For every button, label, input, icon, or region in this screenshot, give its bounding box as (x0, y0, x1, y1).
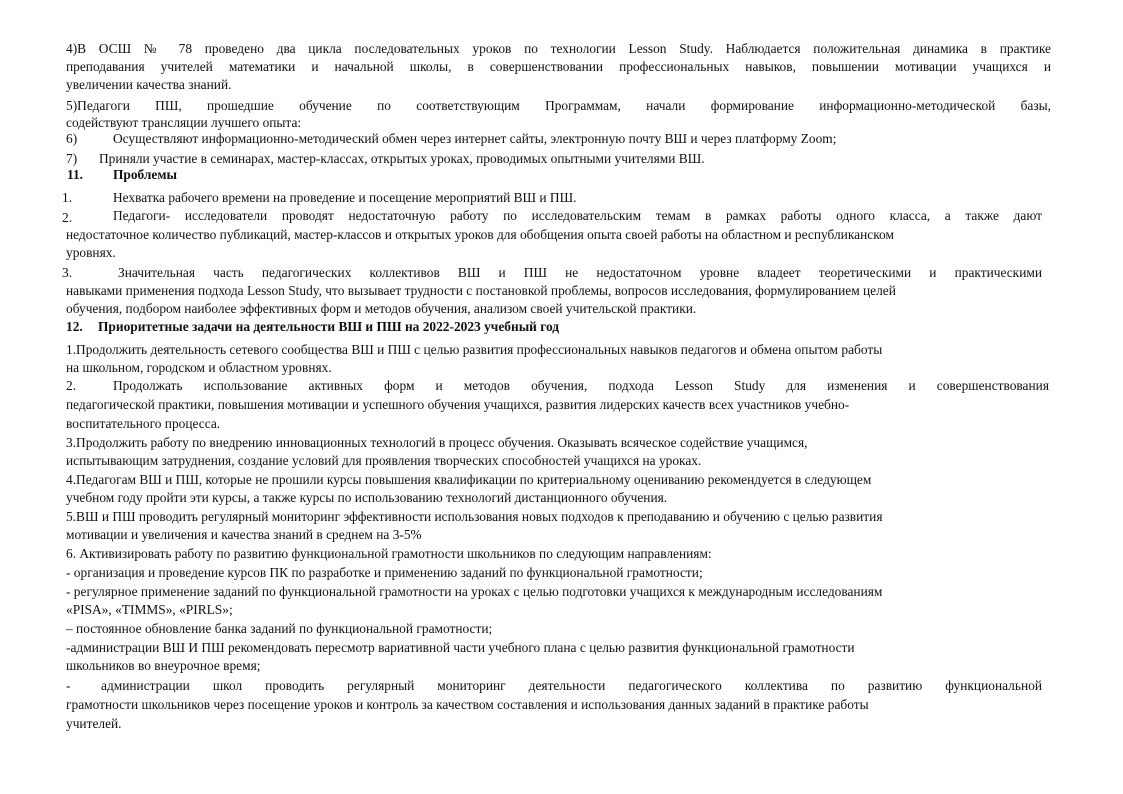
bullet-5-dash: - (66, 678, 71, 693)
list-number-6: 6) (66, 131, 78, 146)
task-3-line1: 3.Продолжить работу по внедрению инновационных технологий в процесс обучения. Оказывать всяческое содействие учащимся, (66, 435, 808, 450)
paragraph-item4-line3: увеличении качества знаний. (66, 77, 232, 92)
problem-2-line3: уровнях. (66, 245, 116, 260)
paragraph-item5-line1: 5)Педагоги ПШ, прошедшие обучение по соответствующим Программам, начали формирование информационно-методической базы, (66, 98, 1051, 113)
task-1-line1: 1.Продолжить деятельность сетевого сообщества ВШ и ПШ с целью развития профессиональных навыков педагогов и обмена опытом работы (66, 342, 883, 357)
bullet-4-line2: школьников во внеурочное время; (66, 658, 261, 673)
problem-2-line2: недостаточное количество публикаций, мастер-классов и открытых уроков для обобщения опыта своей работы на областном и республиканском (66, 227, 894, 242)
task-2-line3: воспитательного процесса. (66, 416, 221, 431)
task-1-line2: на школьном, городском и областном уровнях. (66, 360, 332, 375)
task-5-line2: мотивации и увеличения и качества знаний в среднем на 3-5% (66, 527, 422, 542)
paragraph-item5-line2: содействуют трансляции лучшего опыта: (66, 115, 302, 130)
problem-number-3: 3. (62, 265, 73, 280)
list-item-7: Приняли участие в семинарах, мастер-классах, открытых уроках, проводимых опытными учителями ВШ. (99, 151, 705, 166)
paragraph-item4-line2: преподавания учителей математики и начальной школы, в совершенствовании профессиональных навыков, повышении мотивации учащихся и (66, 59, 1051, 74)
task-4-line1: 4.Педагогам ВШ и ПШ, которые не прошили курсы повышения квалификации по критериальному оцениванию рекомендуется в следующем (66, 472, 872, 487)
paragraph-item4-line1: 4)В ОСШ № 78 проведено два цикла последовательных уроков по технологии Lesson Study. Наблюдается положительная динамика в практике (66, 41, 1051, 56)
list-number-7: 7) (66, 151, 78, 166)
task-5-line1: 5.ВШ и ПШ проводить регулярный мониторинг эффективности использования новых подходов к преподаванию и обучению с целью развития (66, 509, 883, 524)
bullet-5-line3: учителей. (66, 716, 122, 731)
bullet-2-line2: «PISA», «TIMMS», «PIRLS»; (66, 602, 233, 617)
problem-1-line1: Нехватка рабочего времени на проведение и посещение мероприятий ВШ и ПШ. (113, 190, 577, 205)
bullet-5-line2: грамотности школьников через посещение уроков и контроль за качеством составления и использования данных заданий в практике работы (66, 697, 869, 712)
task-6-line1: 6. Активизировать работу по развитию функциональной грамотности школьников по следующим направлениям: (66, 546, 712, 561)
bullet-2-line1: - регулярное применение заданий по функциональной грамотности на уроках с целью подготовки учащихся к международным исследованиям (66, 584, 883, 599)
section-11-number: 11. (67, 167, 83, 182)
problem-3-line2: навыками применения подхода Lesson Study, что вызывает трудности с постановкой проблемы, вопросов исследования, формулированием целей (66, 283, 896, 298)
task-2-line1: Продолжать использование активных форм и методов обучения, подхода Lesson Study для изменения и совершенствования (113, 378, 1049, 393)
bullet-5-line1: администрации школ проводить регулярный мониторинг деятельности педагогического коллектива по развитию функциональной (101, 678, 1042, 693)
problem-3-line3: обучения, подбором наиболее эффективных форм и методов обучения, анализом своей учительской практики. (66, 301, 697, 316)
section-12-number: 12. (66, 319, 83, 334)
task-4-line2: учебном году пройти эти курсы, а также курсы по использованию технологий дистанционного обучения. (66, 490, 668, 505)
problem-number-2: 2. (62, 210, 73, 225)
task-3-line2: испытывающим затруднения, создание условий для проявления творческих способностей учащихся на уроках. (66, 453, 702, 468)
section-11-title: Проблемы (113, 167, 177, 182)
task-number-2: 2. (66, 378, 77, 393)
list-item-6: Осуществляют информационно-методический обмен через интернет сайты, электронную почту ВШ и через платформу Zoom; (113, 131, 837, 146)
problem-2-line1: Педагоги- исследователи проводят недостаточную работу по исследовательским темам в рамках работы одного класса, а также дают (113, 208, 1042, 223)
bullet-3: – постоянное обновление банка заданий по функциональной грамотности; (66, 621, 493, 636)
problem-number-1: 1. (62, 190, 73, 205)
bullet-4-line1: -администрации ВШ И ПШ рекомендовать пересмотр вариативной части учебного плана с целью развития функциональной грамотности (66, 640, 855, 655)
section-12-title: Приоритетные задачи на деятельности ВШ и ПШ на 2022-2023 учебный год (98, 319, 560, 334)
problem-3-line1: Значительная часть педагогических коллективов ВШ и ПШ не недостаточном уровне владеет теоретическими и практическими (118, 265, 1042, 280)
task-2-line2: педагогической практики, повышения мотивации и успешного обучения учащихся, развития лидерских качеств всех участников учебно- (66, 397, 850, 412)
bullet-1: - организация и проведение курсов ПК по разработке и применению заданий по функциональной грамотности; (66, 565, 703, 580)
